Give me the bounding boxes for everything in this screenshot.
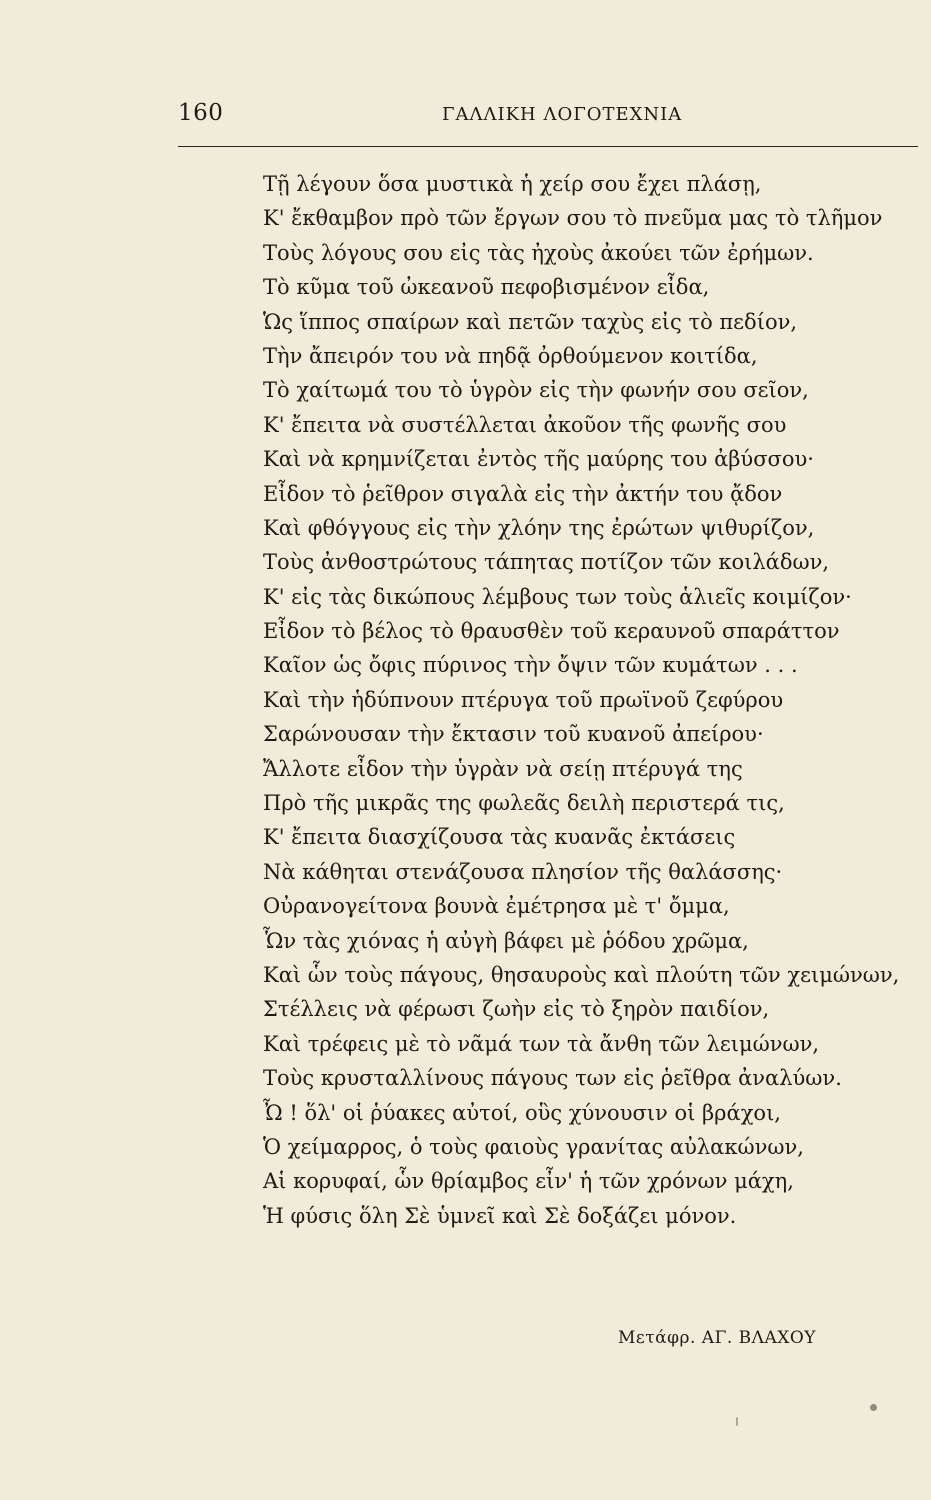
verse-line: Ἡ φύσις ὅλη Σὲ ὑμνεῖ καὶ Σὲ δοξάζει μόνον. bbox=[263, 1203, 737, 1228]
verse-line: Κ' ἔκθαμβον πρὸ τῶν ἔργων σου τὸ πνεῦμα μας τὸ τλῆμον bbox=[263, 206, 883, 231]
page-header bbox=[178, 100, 918, 136]
verse-line: Καὶ φθόγγους εἰς τὴν χλόην της ἐρώτων ψιθυρίζον, bbox=[263, 515, 815, 540]
verse-line: Καῖον ὡς ὄφις πύρινος τὴν ὄψιν τῶν κυμάτων . . . bbox=[263, 653, 798, 678]
verse-line: Εἶδον τὸ βέλος τὸ θραυσθὲν τοῦ κεραυνοῦ σπαράττον bbox=[263, 619, 840, 644]
verse-line: Οὐρανογείτονα βουνὰ ἐμέτρησα μὲ τ' ὄμμα, bbox=[263, 894, 730, 919]
verse-line: Τῇ λέγουν ὅσα μυστικὰ ἡ χείρ σου ἔχει πλάσῃ, bbox=[263, 172, 762, 196]
verse-line: Τοὺς λόγους σου εἰς τὰς ἠχοὺς ἀκούει τῶν ἐρήμων. bbox=[263, 240, 814, 265]
verse-line: Καὶ ὧν τοὺς πάγους, θησαυροὺς καὶ πλούτη τῶν χειμώνων, bbox=[263, 962, 900, 987]
ink-speck bbox=[870, 1404, 877, 1411]
verse-line: Ὧν τὰς χιόνας ἡ αὐγὴ βάφει μὲ ῥόδου χρῶμα, bbox=[263, 928, 749, 953]
verse-line: Ὦ ! ὅλ' οἱ ῥύακες αὐτοί, οὓς χύνουσιν οἱ βράχοι, bbox=[263, 1100, 781, 1125]
ink-mark bbox=[736, 1417, 738, 1426]
verse-line: Τὸ χαίτωμά του τὸ ὑγρὸν εἰς τὴν φωνήν σου σεῖον, bbox=[263, 378, 809, 403]
running-title: ΓΑΛΛΙΚΗ ΛΟΓΟΤΕΧΝΙΑ bbox=[442, 104, 683, 125]
verse-line: Στέλλεις νὰ φέρωσι ζωὴν εἰς τὸ ξηρὸν παιδίον, bbox=[263, 997, 770, 1022]
verse-line: Ὡς ἵππος σπαίρων καὶ πετῶν ταχὺς εἰς τὸ πεδίον, bbox=[263, 309, 798, 334]
verse-line: Πρὸ τῆς μικρᾶς της φωλεᾶς δειλὴ περιστερά τις, bbox=[263, 791, 785, 816]
verse-line: Καὶ τὴν ἡδύπνουν πτέρυγα τοῦ πρωϊνοῦ ζεφύρου bbox=[263, 687, 784, 712]
verse-line: Ἄλλοτε εἶδον τὴν ὑγρὰν νὰ σείῃ πτέρυγά της bbox=[263, 756, 743, 781]
verse-line: Τοὺς ἀνθοστρώτους τάπητας ποτίζον τῶν κοιλάδων, bbox=[263, 550, 830, 575]
verse-line: Τὴν ἄπειρόν του νὰ πηδᾷ ὀρθούμενον κοιτίδα, bbox=[263, 343, 758, 368]
verse-line: Κ' εἰς τὰς δικώπους λέμβους των τοὺς ἁλιεῖς κοιμίζον· bbox=[263, 584, 852, 609]
poem-text bbox=[263, 167, 923, 1233]
verse-line: Καὶ νὰ κρημνίζεται ἐντὸς τῆς μαύρης του ἀβύσσου· bbox=[263, 447, 814, 472]
verse-line: Κ' ἔπειτα διασχίζουσα τὰς κυανᾶς ἐκτάσεις bbox=[263, 825, 736, 850]
translator-attribution: Μετάφρ. ΑΓ. ΒΛΑΧΟΥ bbox=[618, 1328, 816, 1348]
verse-line: Τοὺς κρυσταλλίνους πάγους των εἰς ῥεῖθρα ἀναλύων. bbox=[263, 1066, 842, 1091]
verse-line: Αἱ κορυφαί, ὧν θρίαμβος εἶν' ἡ τῶν χρόνων μάχη, bbox=[263, 1169, 794, 1194]
verse-line: Κ' ἔπειτα νὰ συστέλλεται ἀκοῦον τῆς φωνῆς σου bbox=[263, 412, 787, 437]
verse-line: Ὁ χείμαρρος, ὁ τοὺς φαιοὺς γρανίτας αὐλακώνων, bbox=[263, 1134, 804, 1159]
header-rule bbox=[178, 146, 918, 147]
verse-line: Τὸ κῦμα τοῦ ὠκεανοῦ πεφοβισμένον εἶδα, bbox=[263, 275, 710, 300]
page-number: 160 bbox=[178, 100, 224, 126]
verse-line: Σαρώνουσαν τὴν ἔκτασιν τοῦ κυανοῦ ἀπείρου· bbox=[263, 722, 764, 747]
verse-line: Εἶδον τὸ ῥεῖθρον σιγαλὰ εἰς τὴν ἀκτήν του ᾄδον bbox=[263, 481, 783, 506]
verse-line: Νὰ κάθηται στενάζουσα πλησίον τῆς θαλάσσης· bbox=[263, 859, 783, 884]
verse-line: Καὶ τρέφεις μὲ τὸ νᾶμά των τὰ ἄνθη τῶν λειμώνων, bbox=[263, 1031, 820, 1056]
